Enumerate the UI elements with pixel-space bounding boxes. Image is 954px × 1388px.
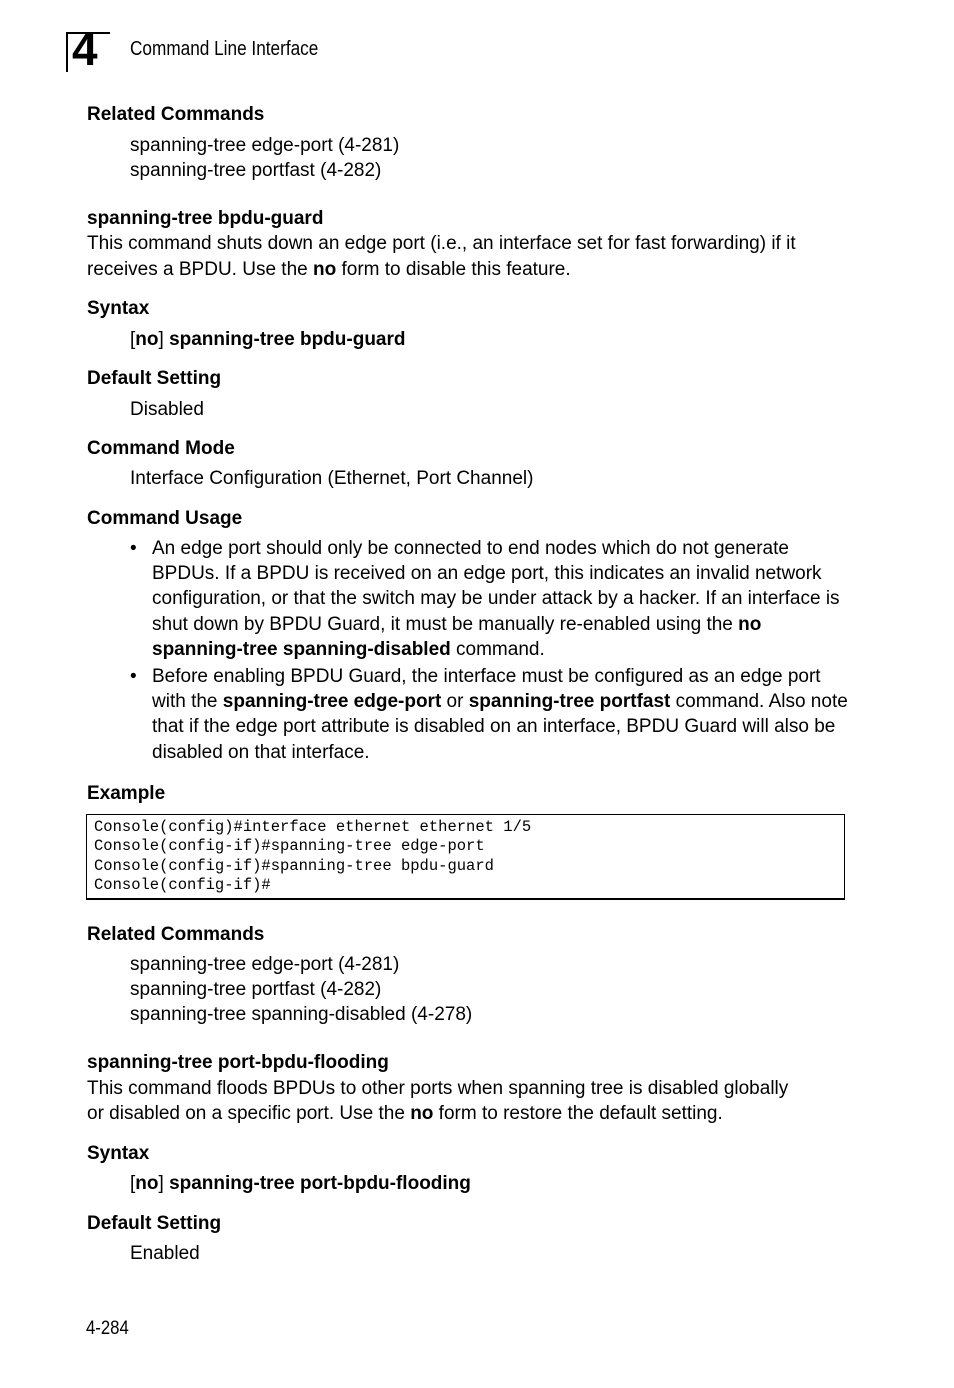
syntax-heading: Syntax [87,298,150,319]
bullet-icon: • [130,666,137,688]
example-heading: Example [87,783,166,804]
syntax-line: [no] spanning-tree bpdu-guard [130,329,406,350]
default-setting-heading: Default Setting [87,1213,222,1234]
related-command-item: spanning-tree spanning-disabled (4-278) [130,1004,473,1025]
code-line: Console(config-if)#spanning-tree bpdu-guard [94,857,494,875]
command-title: spanning-tree port-bpdu-flooding [87,1052,389,1073]
syntax-heading: Syntax [87,1143,150,1164]
code-line: Console(config)#interface ethernet ethernet 1/5 [94,818,532,836]
related-command-item: spanning-tree edge-port (4-281) [130,135,400,156]
related-commands-heading: Related Commands [87,924,265,945]
command-title: spanning-tree bpdu-guard [87,208,324,229]
command-mode-heading: Command Mode [87,438,235,459]
default-setting-value: Disabled [130,399,204,420]
bullet-icon: • [130,538,137,559]
code-line: Console(config-if)#spanning-tree edge-port [94,837,485,855]
default-setting-heading: Default Setting [87,368,222,389]
code-line: Console(config-if)# [94,876,271,894]
command-description-line: or disabled on a specific port. Use the no form to restore the default setting. [87,1103,723,1124]
command-description-line: This command shuts down an edge port (i.e., an interface set for fast forwarding) if it [87,233,796,254]
related-command-item: spanning-tree edge-port (4-281) [130,954,400,975]
usage-bullet: • Before enabling BPDU Guard, the interface must be configured as an edge port with the spanning-tree edge-port or spanning-tree portfast command. Also note that if the edge port attribute is disabled on an interface, BPDU Guard will also be disabled on that interface. [130,666,848,763]
usage-bullet: • An edge port should only be connected to end nodes which do not generate BPDUs. If a BPDU is received on an edge port, this indicates an invalid network configuration, or that the switch may be under attack by a hacker. If an interface is shut down by BPDU Guard, it must be manually re-enabled using the no spanning-tree spanning-disabled command. [130,538,840,660]
code-example-box [86,814,845,900]
related-commands-heading: Related Commands [87,104,265,125]
running-header-title: Command Line Interface [130,38,319,60]
syntax-line: [no] spanning-tree port-bpdu-flooding [130,1173,471,1194]
chapter-number: 4 [72,23,98,75]
default-setting-value: Enabled [130,1243,200,1264]
command-usage-heading: Command Usage [87,508,243,529]
page-number: 4-284 [86,1318,129,1339]
command-description-line: receives a BPDU. Use the no form to disable this feature. [87,259,571,280]
command-mode-value: Interface Configuration (Ethernet, Port Channel) [130,468,534,489]
related-command-item: spanning-tree portfast (4-282) [130,979,382,1000]
related-command-item: spanning-tree portfast (4-282) [130,160,382,181]
command-description-line: This command floods BPDUs to other ports when spanning tree is disabled globally [87,1078,789,1099]
command-usage-list [130,536,860,765]
